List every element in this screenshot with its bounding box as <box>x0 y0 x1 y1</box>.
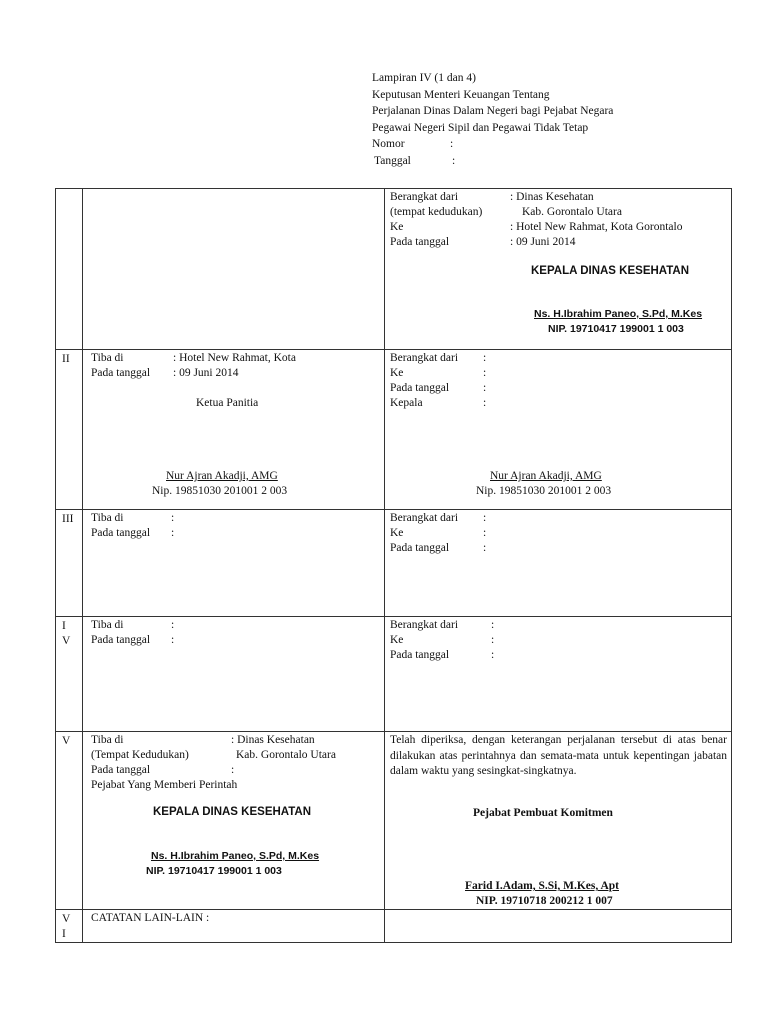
row-number-part-b: V <box>62 635 71 647</box>
catatan-label: CATATAN LAIN-LAIN : <box>91 912 210 924</box>
berangkat-label: Berangkat dari <box>390 619 459 631</box>
header-tanggal <box>372 153 613 170</box>
signatory-nip: NIP. 19710417 199001 1 003 <box>146 865 282 877</box>
row3-left-cell <box>83 510 385 617</box>
ke-label: Ke <box>390 221 404 233</box>
row3-right-cell <box>385 510 732 617</box>
signatory-name: Ns. H.Ibrahim Paneo, S.Pd, M.Kes <box>534 308 703 320</box>
signatory-name: Nur Ajran Akadji, AMG <box>166 470 278 482</box>
document-header <box>372 70 613 169</box>
berangkat-colon: : <box>491 619 495 631</box>
tiba-colon: : <box>171 512 175 524</box>
form-row-1 <box>56 189 732 350</box>
kedudukan-label: (Tempat Kedudukan) <box>91 749 189 761</box>
tiba-label: Tiba di <box>91 352 124 364</box>
nomor-colon: : <box>450 138 454 150</box>
signatory-nip: Nip. 19851030 201001 2 003 <box>476 485 612 497</box>
row-number <box>56 617 83 732</box>
row2-left-cell <box>83 350 385 510</box>
signatory-title: KEPALA DINAS KESEHATAN <box>153 806 312 818</box>
pada-tanggal-colon: : <box>483 382 487 394</box>
row6-left-cell <box>83 910 385 943</box>
berangkat-label: Berangkat dari <box>390 191 459 203</box>
tiba-value: : Dinas Kesehatan <box>231 734 315 746</box>
berangkat-label: Berangkat dari <box>390 512 459 524</box>
pada-tanggal-colon: : <box>231 764 235 776</box>
travel-form-table <box>55 188 732 943</box>
pada-tanggal-value: : 09 Juni 2014 <box>173 367 239 379</box>
row-number <box>56 910 83 943</box>
row-number-part-b: I <box>62 928 66 940</box>
tiba-value: : Hotel New Rahmat, Kota <box>173 352 296 364</box>
tanggal-colon: : <box>452 154 456 167</box>
pada-tanggal-label: Pada tanggal <box>91 634 151 646</box>
kedudukan-value: Kab. Gorontalo Utara <box>236 749 336 761</box>
row1-right-cell <box>385 189 732 350</box>
pada-tanggal-value: : 09 Juni 2014 <box>510 236 576 248</box>
ke-colon: : <box>483 527 487 539</box>
header-line-lampiran: Lampiran IV (1 dan 4) <box>372 72 476 84</box>
pada-tanggal-colon: : <box>171 634 175 646</box>
row5-left-cell <box>83 732 385 910</box>
tiba-label: Tiba di <box>91 734 124 746</box>
kedudukan-label: (tempat kedudukan) <box>390 206 483 218</box>
ke-colon: : <box>483 367 487 379</box>
pada-tanggal-colon: : <box>171 527 175 539</box>
signatory-name: Ns. H.Ibrahim Paneo, S.Pd, M.Kes <box>151 850 320 862</box>
ke-value: : Hotel New Rahmat, Kota Gorontalo <box>510 221 683 233</box>
row4-left-cell <box>83 617 385 732</box>
pada-tanggal-label: Pada tanggal <box>390 236 450 248</box>
form-row-6 <box>56 910 732 943</box>
pada-tanggal-colon: : <box>491 649 495 661</box>
signatory-title: Ketua Panitia <box>196 397 259 409</box>
row-number: V <box>56 732 83 910</box>
pada-tanggal-label: Pada tanggal <box>91 527 151 539</box>
pada-tanggal-label: Pada tanggal <box>91 764 151 776</box>
form-row-4 <box>56 617 732 732</box>
row1-left-cell <box>83 189 385 350</box>
row4-right-cell <box>385 617 732 732</box>
header-nomor <box>372 136 613 153</box>
tiba-colon: : <box>171 619 175 631</box>
header-line-perjalanan: Perjalanan Dinas Dalam Negeri bagi Pejabat Negara <box>372 105 614 117</box>
pada-tanggal-label: Pada tanggal <box>390 542 450 554</box>
row-number <box>56 189 83 350</box>
signatory-nip: NIP. 19710417 199001 1 003 <box>548 323 684 335</box>
signatory-title: KEPALA DINAS KESEHATAN <box>531 265 690 277</box>
row-number-part-a: I <box>62 620 66 632</box>
berangkat-colon: : <box>483 352 487 364</box>
row-number: III <box>56 510 83 617</box>
pada-tanggal-colon: : <box>483 542 487 554</box>
row6-right-cell <box>385 910 732 943</box>
signatory-name: Nur Ajran Akadji, AMG <box>490 470 602 482</box>
berangkat-value: : Dinas Kesehatan <box>510 191 594 203</box>
tiba-label: Tiba di <box>91 619 124 631</box>
nomor-label: Nomor <box>372 138 405 150</box>
verification-statement: Telah diperiksa, dengan keterangan perjalanan tersebut di atas benar dilakukan atas perintahnya dan semata-mata untuk kepentingan jabatan dalam waktu yang sesingkat-singkatnya. <box>390 734 727 777</box>
form-row-5 <box>56 732 732 910</box>
row2-right-cell <box>385 350 732 510</box>
ke-label: Ke <box>390 634 404 646</box>
tiba-label: Tiba di <box>91 512 124 524</box>
row-number-part-a: V <box>62 913 71 925</box>
row5-right-cell <box>385 732 732 910</box>
ppk-name: Farid I.Adam, S.Si, M.Kes, Apt <box>465 880 619 892</box>
header-line-keputusan: Keputusan Menteri Keuangan Tentang <box>372 88 550 101</box>
form-row-2 <box>56 350 732 510</box>
ke-label: Ke <box>390 527 404 539</box>
pejabat-pemberi-perintah-label: Pejabat Yang Memberi Perintah <box>91 779 238 791</box>
form-row-3 <box>56 510 732 617</box>
kepala-label: Kepala <box>390 397 423 409</box>
signatory-nip: Nip. 19851030 201001 2 003 <box>152 485 288 497</box>
row-number: II <box>56 350 83 510</box>
ke-label: Ke <box>390 367 404 379</box>
berangkat-label: Berangkat dari <box>390 352 459 364</box>
ppk-nip: NIP. 19710718 200212 1 007 <box>476 895 613 907</box>
ke-colon: : <box>491 634 495 646</box>
kepala-colon: : <box>483 397 487 409</box>
pada-tanggal-label: Pada tanggal <box>390 649 450 661</box>
header-line-pegawai: Pegawai Negeri Sipil dan Pegawai Tidak Tetap <box>372 121 589 134</box>
kedudukan-value: Kab. Gorontalo Utara <box>522 206 622 218</box>
pada-tanggal-label: Pada tanggal <box>390 382 450 394</box>
berangkat-colon: : <box>483 512 487 524</box>
tanggal-label: Tanggal <box>374 154 411 167</box>
ppk-title: Pejabat Pembuat Komitmen <box>473 807 613 819</box>
pada-tanggal-label: Pada tanggal <box>91 367 151 379</box>
